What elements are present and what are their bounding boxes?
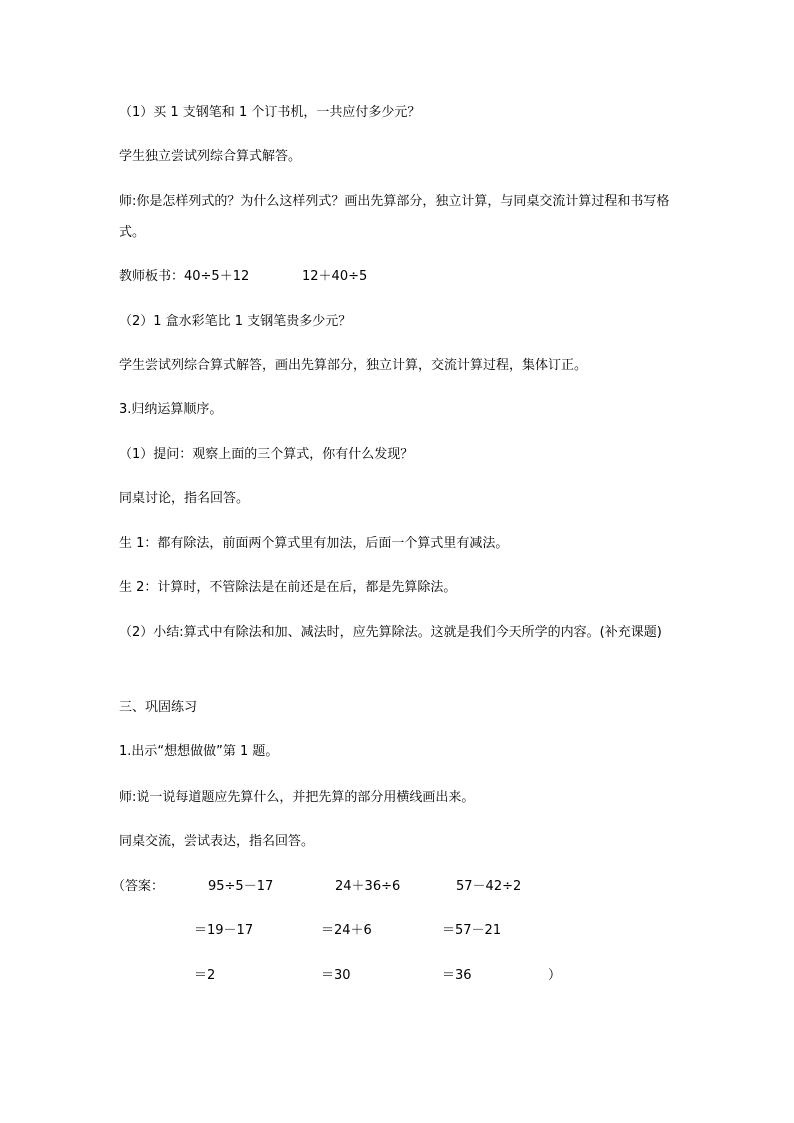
answer-col1-line1: 95÷5－17: [208, 879, 274, 894]
answer-col3-line2: ＝57－21: [442, 923, 502, 938]
answer-close: ）: [548, 968, 562, 983]
paragraph-teacher-prompt: 师:你是怎样列式的？为什么这样列式？画出先算部分，独立计算，与同桌交流计算过程和书写格式。: [119, 194, 670, 240]
answer-col3-line3: ＝36: [442, 968, 472, 983]
paragraph-discuss: 同桌讨论，指名回答。: [119, 491, 250, 506]
section-heading-order: 3.归纳运算顺序。: [119, 402, 223, 417]
answer-open: （答案：: [112, 879, 165, 894]
board-writing-expression: 12＋40÷5: [302, 269, 368, 284]
question-2: （2）1 盒水彩笔比 1 支钢笔贵多少元？: [119, 314, 352, 329]
question-1: （1）买 1 支钢笔和 1 个订书机，一共应付多少元？: [119, 105, 421, 120]
answer-col3-line1: 57－42÷2: [456, 879, 522, 894]
answer-col1-line3: ＝2: [194, 968, 216, 983]
paragraph-summary: （2）小结:算式中有除法和加、减法时，应先算除法。这就是我们今天所学的内容。(补充课题): [119, 625, 662, 640]
answer-col2-line3: ＝30: [321, 968, 351, 983]
student-answer-1: 生 1：都有除法，前面两个算式里有加法，后面一个算式里有减法。: [119, 536, 509, 551]
paragraph-exchange: 同桌交流，尝试表达，指名回答。: [119, 834, 315, 849]
question-observe: （1）提问：观察上面的三个算式，你有什么发现？: [119, 447, 414, 462]
section-heading-practice: 三、巩固练习: [119, 700, 198, 715]
exercise-title: 1.出示“想想做做”第 1 题。: [119, 744, 279, 759]
student-answer-2: 生 2：计算时，不管除法是在前还是在后，都是先算除法。: [119, 580, 457, 595]
paragraph-student-correct: 学生尝试列综合算式解答，画出先算部分，独立计算，交流计算过程，集体订正。: [119, 358, 588, 373]
answer-col2-line2: ＝24＋6: [321, 923, 372, 938]
paragraph-student-solve: 学生独立尝试列综合算式解答。: [119, 149, 302, 164]
paragraph-teacher-instruction: 师:说一说每道题应先算什么，并把先算的部分用横线画出来。: [119, 790, 475, 805]
answer-col2-line1: 24＋36÷6: [335, 879, 401, 894]
board-writing-label: 教师板书：40÷5＋12: [119, 269, 250, 284]
answer-col1-line2: ＝19－17: [194, 923, 254, 938]
